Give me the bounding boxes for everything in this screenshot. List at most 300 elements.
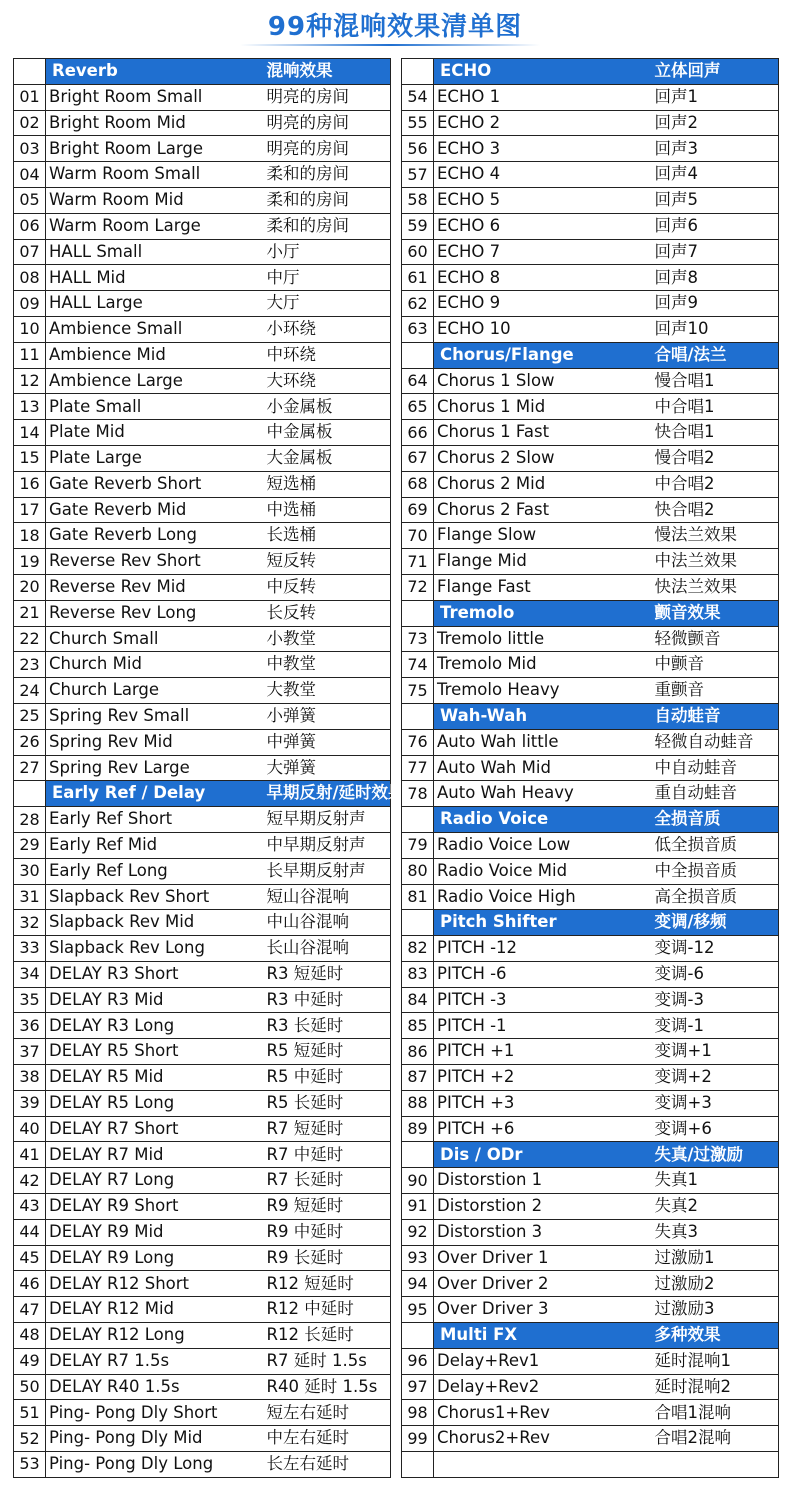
effect-chinese-name: 合唱1混响 — [652, 1400, 779, 1426]
table-row — [402, 1013, 779, 1039]
effect-chinese-name: R5 中延时 — [264, 1065, 391, 1091]
effect-name: ECHO 4 — [434, 162, 652, 188]
table-row — [14, 136, 391, 162]
effect-chinese-name: R7 长延时 — [264, 1168, 391, 1194]
table-row — [402, 936, 779, 962]
effect-chinese-name: 回声9 — [652, 291, 779, 317]
effect-number: 31 — [14, 884, 46, 910]
table-row — [14, 471, 391, 497]
effect-chinese-name: 失真1 — [652, 1168, 779, 1194]
effect-name — [434, 1452, 652, 1478]
effect-name: Radio Voice Low — [434, 832, 652, 858]
effect-name: Bright Room Small — [46, 84, 264, 110]
table-row — [402, 239, 779, 265]
effect-chinese-name: 长选桶 — [264, 523, 391, 549]
effect-chinese-name: 小厅 — [264, 239, 391, 265]
table-row — [14, 600, 391, 626]
effect-number: 19 — [14, 549, 46, 575]
effect-name: ECHO 1 — [434, 84, 652, 110]
effect-chinese-name: 变调+2 — [652, 1065, 779, 1091]
effect-number: 73 — [402, 626, 434, 652]
effect-name: Tremolo Heavy — [434, 678, 652, 704]
table-row — [402, 420, 779, 446]
effect-chinese-name: 快合唱1 — [652, 420, 779, 446]
effect-number: 10 — [14, 316, 46, 342]
effect-number: 64 — [402, 368, 434, 394]
effect-name: DELAY R40 1.5s — [46, 1374, 264, 1400]
effect-name: HALL Small — [46, 239, 264, 265]
table-row — [402, 961, 779, 987]
table-row — [14, 729, 391, 755]
table-row — [14, 368, 391, 394]
effect-name: Radio Voice High — [434, 884, 652, 910]
effect-number: 08 — [14, 265, 46, 291]
effect-chinese-name — [652, 1452, 779, 1478]
effect-name: Chorus 2 Slow — [434, 445, 652, 471]
effect-name: Chorus 1 Fast — [434, 420, 652, 446]
table-row — [402, 471, 779, 497]
table-row — [402, 1219, 779, 1245]
table-row — [402, 1271, 779, 1297]
effect-name: PITCH -3 — [434, 987, 652, 1013]
effect-name: Slapback Rev Long — [46, 936, 264, 962]
table-row — [402, 652, 779, 678]
effect-number: 52 — [14, 1426, 46, 1452]
table-row — [14, 1090, 391, 1116]
effect-chinese-name: 大弹簧 — [264, 755, 391, 781]
effect-chinese-name: 回声2 — [652, 110, 779, 136]
effect-chinese-name: 变调-3 — [652, 987, 779, 1013]
effect-name: Chorus2+Rev — [434, 1426, 652, 1452]
effect-number: 62 — [402, 291, 434, 317]
effect-chinese-name: 中合唱2 — [652, 471, 779, 497]
effect-chinese-name: 回声4 — [652, 162, 779, 188]
table-row — [14, 1194, 391, 1220]
effect-chinese-name: 变调-6 — [652, 961, 779, 987]
table-row — [14, 652, 391, 678]
effect-chinese-name: 变调-12 — [652, 936, 779, 962]
table-row — [402, 1297, 779, 1323]
effect-name: Distorstion 1 — [434, 1168, 652, 1194]
table-row — [402, 1194, 779, 1220]
effect-chinese-name: 回声3 — [652, 136, 779, 162]
effect-number: 60 — [402, 239, 434, 265]
table-row — [14, 1219, 391, 1245]
effect-chinese-name: 回声5 — [652, 187, 779, 213]
header-blank-cell — [402, 1323, 434, 1349]
effect-name: Over Driver 2 — [434, 1271, 652, 1297]
effect-chinese-name: 失真2 — [652, 1194, 779, 1220]
effect-chinese-name: R9 中延时 — [264, 1219, 391, 1245]
effect-number: 83 — [402, 961, 434, 987]
table-row — [402, 832, 779, 858]
table-row — [14, 832, 391, 858]
effect-number: 66 — [402, 420, 434, 446]
effect-chinese-name: 大厅 — [264, 291, 391, 317]
effect-name: HALL Mid — [46, 265, 264, 291]
effect-number: 54 — [402, 84, 434, 110]
effect-chinese-name: 小金属板 — [264, 394, 391, 420]
table-row — [14, 1323, 391, 1349]
effect-number: 33 — [14, 936, 46, 962]
effect-name: PITCH -6 — [434, 961, 652, 987]
table-row — [402, 497, 779, 523]
effect-chinese-name: R40 延时 1.5s — [264, 1374, 391, 1400]
table-row — [402, 187, 779, 213]
effect-chinese-name: 回声8 — [652, 265, 779, 291]
effect-chinese-name: 短左右延时 — [264, 1400, 391, 1426]
effect-name: Chorus 1 Mid — [434, 394, 652, 420]
table-row — [402, 1426, 779, 1452]
table-row — [14, 187, 391, 213]
section-title-chinese: 立体回声 — [652, 59, 779, 85]
table-row — [14, 1400, 391, 1426]
table-row — [402, 110, 779, 136]
effect-name: DELAY R7 Mid — [46, 1142, 264, 1168]
effect-number: 84 — [402, 987, 434, 1013]
table-row — [402, 213, 779, 239]
effect-chinese-name: 轻微颤音 — [652, 626, 779, 652]
effect-number: 68 — [402, 471, 434, 497]
table-row — [402, 781, 779, 807]
table-row — [14, 1142, 391, 1168]
section-header — [402, 1142, 779, 1168]
table-row — [402, 1116, 779, 1142]
header-blank-cell — [402, 910, 434, 936]
table-row — [402, 755, 779, 781]
effect-number: 71 — [402, 549, 434, 575]
effect-name: DELAY R9 Short — [46, 1194, 264, 1220]
effect-number: 14 — [14, 420, 46, 446]
table-row — [14, 1348, 391, 1374]
effect-chinese-name: R3 长延时 — [264, 1013, 391, 1039]
effect-chinese-name: 大教堂 — [264, 678, 391, 704]
effect-chinese-name: 中山谷混响 — [264, 910, 391, 936]
effect-number: 42 — [14, 1168, 46, 1194]
header-blank-cell — [14, 59, 46, 85]
effect-name: Ambience Large — [46, 368, 264, 394]
section-title-chinese: 颤音效果 — [652, 600, 779, 626]
effect-number: 50 — [14, 1374, 46, 1400]
table-row — [402, 574, 779, 600]
effect-chinese-name: 轻微自动蛙音 — [652, 729, 779, 755]
effect-number: 51 — [14, 1400, 46, 1426]
effect-name: ECHO 5 — [434, 187, 652, 213]
table-row — [14, 626, 391, 652]
effect-chinese-name: 大金属板 — [264, 445, 391, 471]
effect-chinese-name: R3 中延时 — [264, 987, 391, 1013]
effect-chinese-name: 小弹簧 — [264, 703, 391, 729]
header-blank-cell — [402, 703, 434, 729]
effect-number: 75 — [402, 678, 434, 704]
table-row — [14, 1065, 391, 1091]
table-row — [14, 1426, 391, 1452]
effect-name: Gate Reverb Long — [46, 523, 264, 549]
effect-number: 87 — [402, 1065, 434, 1091]
effect-chinese-name: 快合唱2 — [652, 497, 779, 523]
table-row — [402, 987, 779, 1013]
table-row — [14, 807, 391, 833]
section-header — [402, 807, 779, 833]
effect-name: Distorstion 2 — [434, 1194, 652, 1220]
effect-number: 04 — [14, 162, 46, 188]
section-title: Early Ref / Delay — [46, 781, 264, 807]
section-title: Multi FX — [434, 1323, 652, 1349]
effect-number: 49 — [14, 1348, 46, 1374]
header-blank-cell — [402, 807, 434, 833]
effect-name: Plate Mid — [46, 420, 264, 446]
effect-name: DELAY R5 Long — [46, 1090, 264, 1116]
effect-chinese-name: 明亮的房间 — [264, 110, 391, 136]
effect-chinese-name: 慢合唱2 — [652, 445, 779, 471]
effect-chinese-name: 中厅 — [264, 265, 391, 291]
effect-name: ECHO 6 — [434, 213, 652, 239]
effect-number: 03 — [14, 136, 46, 162]
table-row — [14, 1039, 391, 1065]
table-row — [14, 574, 391, 600]
effect-chinese-name: 长山谷混响 — [264, 936, 391, 962]
effect-number: 82 — [402, 936, 434, 962]
table-row — [402, 678, 779, 704]
header-blank-cell — [402, 1142, 434, 1168]
effect-chinese-name: R5 短延时 — [264, 1039, 391, 1065]
section-header — [14, 781, 391, 807]
effect-name: Early Ref Mid — [46, 832, 264, 858]
effect-name: DELAY R5 Mid — [46, 1065, 264, 1091]
section-title: ECHO — [434, 59, 652, 85]
effect-name: PITCH -12 — [434, 936, 652, 962]
effect-chinese-name: 明亮的房间 — [264, 84, 391, 110]
table-row — [402, 1168, 779, 1194]
effect-number: 74 — [402, 652, 434, 678]
effect-number: 95 — [402, 1297, 434, 1323]
table-row — [14, 987, 391, 1013]
effect-number: 27 — [14, 755, 46, 781]
effect-name: Warm Room Large — [46, 213, 264, 239]
effect-name: Distorstion 3 — [434, 1219, 652, 1245]
effect-chinese-name: 回声1 — [652, 84, 779, 110]
effect-number: 57 — [402, 162, 434, 188]
effect-chinese-name: 中弹簧 — [264, 729, 391, 755]
effect-name: ECHO 7 — [434, 239, 652, 265]
effect-name: DELAY R5 Short — [46, 1039, 264, 1065]
effect-name: Ambience Small — [46, 316, 264, 342]
effect-number: 81 — [402, 884, 434, 910]
effect-chinese-name: R12 长延时 — [264, 1323, 391, 1349]
effect-chinese-name: R7 短延时 — [264, 1116, 391, 1142]
effect-chinese-name: R7 中延时 — [264, 1142, 391, 1168]
effect-number: 25 — [14, 703, 46, 729]
table-row — [14, 755, 391, 781]
section-title-chinese: 早期反射/延时效果 — [264, 781, 391, 807]
effect-name: Chorus1+Rev — [434, 1400, 652, 1426]
effect-number: 09 — [14, 291, 46, 317]
effect-name: DELAY R7 1.5s — [46, 1348, 264, 1374]
effect-name: Plate Small — [46, 394, 264, 420]
effect-number: 38 — [14, 1065, 46, 1091]
effect-name: DELAY R7 Short — [46, 1116, 264, 1142]
table-row — [14, 213, 391, 239]
table-row — [402, 265, 779, 291]
effect-number: 46 — [14, 1271, 46, 1297]
effect-number: 05 — [14, 187, 46, 213]
effect-name: DELAY R3 Short — [46, 961, 264, 987]
effect-chinese-name: 中法兰效果 — [652, 549, 779, 575]
effect-name: Tremolo little — [434, 626, 652, 652]
effect-chinese-name: 中合唱1 — [652, 394, 779, 420]
effect-number: 58 — [402, 187, 434, 213]
effect-chinese-name: 中金属板 — [264, 420, 391, 446]
effect-name: Over Driver 3 — [434, 1297, 652, 1323]
effect-number: 20 — [14, 574, 46, 600]
effect-number: 78 — [402, 781, 434, 807]
table-row — [14, 678, 391, 704]
table-row — [402, 1039, 779, 1065]
effect-name: Auto Wah little — [434, 729, 652, 755]
header-blank-cell — [402, 342, 434, 368]
table-row — [402, 1065, 779, 1091]
header-blank-cell — [402, 59, 434, 85]
effect-number: 21 — [14, 600, 46, 626]
effect-chinese-name: 小教堂 — [264, 626, 391, 652]
effect-chinese-name: 回声7 — [652, 239, 779, 265]
effect-chinese-name: 小环绕 — [264, 316, 391, 342]
table-row — [14, 265, 391, 291]
effect-number: 72 — [402, 574, 434, 600]
effect-number: 29 — [14, 832, 46, 858]
effect-chinese-name: R12 短延时 — [264, 1271, 391, 1297]
effect-name: Reverse Rev Short — [46, 549, 264, 575]
table-row — [402, 291, 779, 317]
effect-name: ECHO 10 — [434, 316, 652, 342]
table-row — [14, 239, 391, 265]
effect-name: DELAY R12 Mid — [46, 1297, 264, 1323]
effect-name: Auto Wah Heavy — [434, 781, 652, 807]
effect-chinese-name: R9 长延时 — [264, 1245, 391, 1271]
section-title: Dis / ODr — [434, 1142, 652, 1168]
effect-chinese-name: 柔和的房间 — [264, 213, 391, 239]
effect-number: 80 — [402, 858, 434, 884]
effect-name: Chorus 1 Slow — [434, 368, 652, 394]
effect-chinese-name: 过激励3 — [652, 1297, 779, 1323]
effect-number: 44 — [14, 1219, 46, 1245]
effect-name: Early Ref Short — [46, 807, 264, 833]
effect-name: Slapback Rev Mid — [46, 910, 264, 936]
table-row — [402, 523, 779, 549]
table-row — [14, 910, 391, 936]
effect-number: 67 — [402, 445, 434, 471]
table-row — [14, 316, 391, 342]
effect-chinese-name: 低全损音质 — [652, 832, 779, 858]
effect-chinese-name: 慢合唱1 — [652, 368, 779, 394]
effect-name: HALL Large — [46, 291, 264, 317]
effect-number: 40 — [14, 1116, 46, 1142]
effect-number: 34 — [14, 961, 46, 987]
effect-number: 12 — [14, 368, 46, 394]
effect-number: 61 — [402, 265, 434, 291]
section-header — [402, 703, 779, 729]
effect-number: 17 — [14, 497, 46, 523]
effect-name: Spring Rev Small — [46, 703, 264, 729]
effect-number: 86 — [402, 1039, 434, 1065]
effect-chinese-name: 大环绕 — [264, 368, 391, 394]
header-blank-cell — [402, 600, 434, 626]
section-title: Reverb — [46, 59, 264, 85]
section-title-chinese: 变调/移频 — [652, 910, 779, 936]
effect-name: Over Driver 1 — [434, 1245, 652, 1271]
effect-name: Delay+Rev1 — [434, 1348, 652, 1374]
effect-number: 22 — [14, 626, 46, 652]
effect-number: 53 — [14, 1452, 46, 1478]
effect-name: DELAY R12 Long — [46, 1323, 264, 1349]
table-row — [14, 884, 391, 910]
effect-chinese-name: 短早期反射声 — [264, 807, 391, 833]
table-row — [14, 858, 391, 884]
section-title: Wah-Wah — [434, 703, 652, 729]
effect-chinese-name: 重颤音 — [652, 678, 779, 704]
effect-number: 94 — [402, 1271, 434, 1297]
effect-name: Ambience Mid — [46, 342, 264, 368]
table-row — [14, 1374, 391, 1400]
table-row — [14, 497, 391, 523]
effect-number: 36 — [14, 1013, 46, 1039]
section-title-chinese: 失真/过激励 — [652, 1142, 779, 1168]
effect-chinese-name: 中教堂 — [264, 652, 391, 678]
effect-number: 98 — [402, 1400, 434, 1426]
table-row — [402, 162, 779, 188]
effect-chinese-name: R5 长延时 — [264, 1090, 391, 1116]
effect-name: Auto Wah Mid — [434, 755, 652, 781]
section-header — [14, 59, 391, 85]
effect-name: DELAY R9 Mid — [46, 1219, 264, 1245]
effect-chinese-name: 回声10 — [652, 316, 779, 342]
effect-number: 28 — [14, 807, 46, 833]
effect-chinese-name: 明亮的房间 — [264, 136, 391, 162]
effect-number: 92 — [402, 1219, 434, 1245]
effect-name: Radio Voice Mid — [434, 858, 652, 884]
effect-name: ECHO 3 — [434, 136, 652, 162]
table-row — [14, 1271, 391, 1297]
effect-name: Tremolo Mid — [434, 652, 652, 678]
table-row — [14, 420, 391, 446]
effect-name: PITCH -1 — [434, 1013, 652, 1039]
effect-number: 76 — [402, 729, 434, 755]
effect-name: Bright Room Mid — [46, 110, 264, 136]
effect-number: 32 — [14, 910, 46, 936]
effect-name: DELAY R3 Long — [46, 1013, 264, 1039]
table-row — [402, 858, 779, 884]
effect-number: 91 — [402, 1194, 434, 1220]
effect-name: Flange Slow — [434, 523, 652, 549]
effects-table-right — [401, 58, 779, 1478]
effect-number: 07 — [14, 239, 46, 265]
effect-number: 39 — [14, 1090, 46, 1116]
effect-name: DELAY R12 Short — [46, 1271, 264, 1297]
effect-chinese-name: 过激励2 — [652, 1271, 779, 1297]
table-row — [14, 291, 391, 317]
effect-number: 26 — [14, 729, 46, 755]
effect-number: 24 — [14, 678, 46, 704]
effect-number: 01 — [14, 84, 46, 110]
effect-chinese-name: 中选桶 — [264, 497, 391, 523]
effect-chinese-name: 合唱2混响 — [652, 1426, 779, 1452]
effect-chinese-name: 中自动蛙音 — [652, 755, 779, 781]
effect-name: ECHO 2 — [434, 110, 652, 136]
effect-name: Church Large — [46, 678, 264, 704]
effect-chinese-name: 慢法兰效果 — [652, 523, 779, 549]
table-row — [14, 703, 391, 729]
effect-number: 48 — [14, 1323, 46, 1349]
